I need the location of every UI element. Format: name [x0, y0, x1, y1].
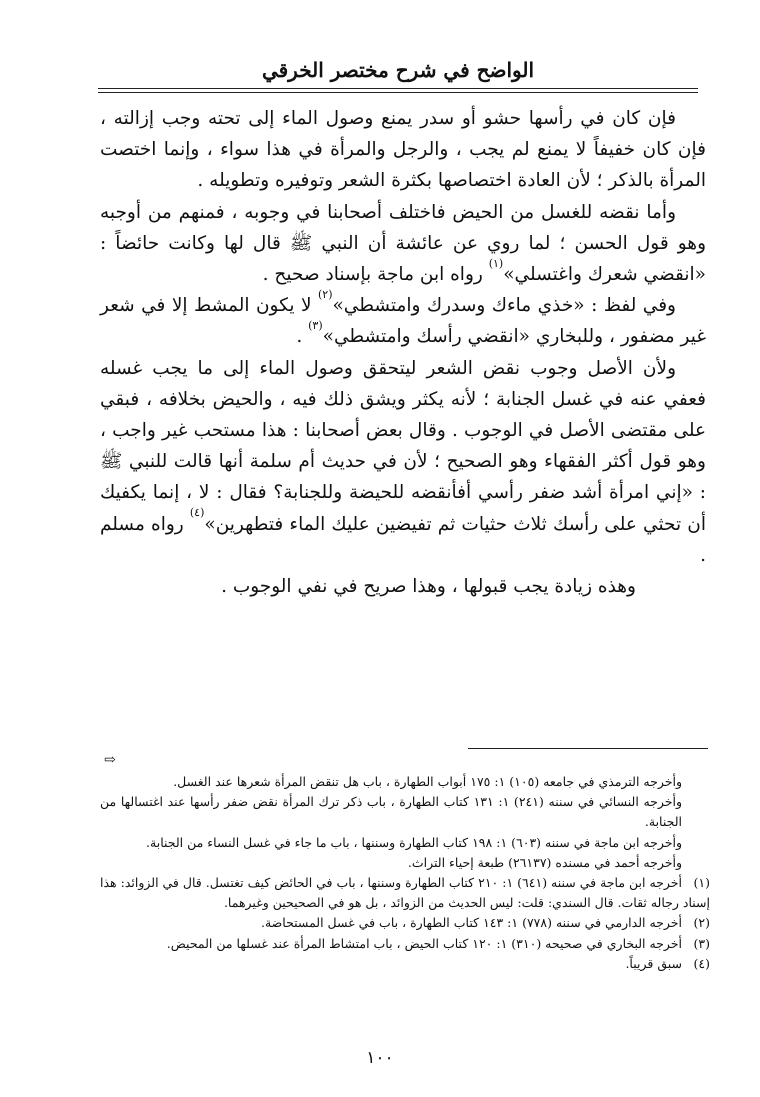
footnote-ref-3: (٣)	[308, 319, 323, 333]
footnote-2-number: (٢)	[693, 915, 710, 931]
footnote-3	[100, 934, 710, 954]
paragraph-4-text: ولأن الأصل وجوب نقض الشعر ليتحقق وصول الماء إلى ما يجب غسله فعفي عنه في غسل الجنابة ؛ لأنه يكثر ويشق ذلك فيه ، والحيض بخلافه ، فبقي على مقتضى الأصل في الوجوب . وقال بعض أصحابنا : هذا مستحب غير واجب ، وهو قول أكثر الفقهاء وهو الصحيح ؛ لأن في حديث أم سلمة أنها قالت للنبي ﷺ : «إني امرأة أشد ضفر رأسي أفأنقضه للحيضة وللجنابة؟ فقال : لا ، إنما يكفيك أن تحثي على رأسك ثلاث حثيات ثم تفيضين عليك الماء فتطهرين»	[100, 357, 707, 535]
footnotes	[100, 772, 710, 974]
footnote-4	[100, 954, 710, 974]
paragraph-3	[100, 290, 706, 352]
footnote-3-text: أخرجه البخاري في صحيحه (٣١٠) ١: ١٢٠ كتاب الحيض ، باب امتشاط المرأة عند غسلها من المحيض.	[166, 935, 682, 951]
paragraph-2-tail: رواه ابن ماجة بإسناد صحيح .	[262, 264, 489, 286]
footnote-continued-1: وأخرجه الترمذي في جامعه (١٠٥) ١: ١٧٥ أبواب الطهارة ، باب هل تنقض المرأة شعرها عند الغسل.	[173, 774, 682, 789]
footnote-1-number: (١)	[693, 875, 710, 891]
footnote-continued-4: وأخرجه أحمد في مسنده (٢٦١٣٧) طبعة إحياء التراث.	[407, 854, 682, 870]
header-rule-bottom	[98, 92, 698, 93]
page-number: ١٠٠	[366, 1048, 394, 1068]
footnote-ref-1: (١)	[488, 256, 504, 270]
paragraph-1: فإن كان في رأسها حشو أو سدر يمنع وصول الماء إلى تحته وجب إزالته ، فإن كان خفيفاً لا يمنع لم يجب ، والرجل والمرأة في هذا سواء ، وإنما اختصت المرأة بالذكر ؛ لأن العادة اختصاصها بكثرة الشعر وتوفيره وتطويله .	[100, 108, 706, 192]
running-head: الواضح في شرح مختصر الخرقي	[261, 58, 535, 82]
main-text	[100, 103, 706, 602]
header-rule-top	[98, 88, 698, 89]
footnote-continued-3: وأخرجه ابن ماجة في سننه (٦٠٣) ١: ١٩٨ كتاب الطهارة وسننها ، باب ما جاء في غسل النساء من الجنابة.	[146, 834, 682, 850]
footnote-2-text: أخرجه الدارمي في سننه (٧٧٨) ١: ١٤٣ كتاب الطهارة ، باب في غسل المستحاضة.	[260, 915, 682, 931]
continuation-arrow-icon: ⇨	[104, 752, 116, 768]
footnote-2	[100, 913, 710, 933]
paragraph-3-mid: لا يكون المشط إلا في شعر غير مضفور ، وللبخاري «انقضي رأسك وامتشطي»	[100, 295, 706, 348]
paragraph-3-text: وفي لفظ : «خذي ماءك وسدرك وامتشطي»	[332, 295, 676, 317]
paragraph-2-text: وأما نقضه للغسل من الحيض فاختلف أصحابنا في وجوبه ، فمنهم من أوجبه وهو قول الحسن ؛ لما روي عن عائشة أن النبي ﷺ قال لها وكانت حائضاً : «انقضي شعرك واغتسلي»	[100, 201, 706, 286]
footnote-1	[100, 873, 710, 913]
paragraph-2	[100, 197, 706, 291]
paragraph-4	[100, 353, 706, 571]
footnote-separator	[468, 748, 708, 749]
footnote-4-number: (٤)	[693, 955, 710, 971]
footnote-ref-4: (٤)	[189, 506, 205, 520]
footnote-4-text: سبق قريباً.	[625, 955, 682, 971]
paragraph-5: وهذه زيادة يجب قبولها ، وهذا صريح في نفي الوجوب .	[221, 576, 636, 598]
footnote-continued-2: وأخرجه النسائي في سننه (٢٤١) ١: ١٣١ كتاب الطهارة ، باب ذكر ترك المرأة نقض ضفر رأسها عند اغتسالها من الجنابة.	[100, 794, 683, 830]
paragraph-3-tail: .	[296, 326, 309, 348]
paragraph-4-tail: رواه مسلم .	[100, 513, 706, 566]
footnote-1-text: أخرجه ابن ماجة في سننه (٦٤١) ١: ٢١٠ كتاب الطهارة وسننها ، باب في الحائض كيف تغتسل. قال في الزوائد: هذا إسناد رجاله ثقات. قال السندي: قلت: ليس الحديث من الزوائد ، بل هو في الصحيحين وغيرهما.	[100, 875, 710, 911]
footnote-3-number: (٣)	[693, 935, 710, 951]
footnote-ref-2: (٢)	[317, 288, 333, 302]
